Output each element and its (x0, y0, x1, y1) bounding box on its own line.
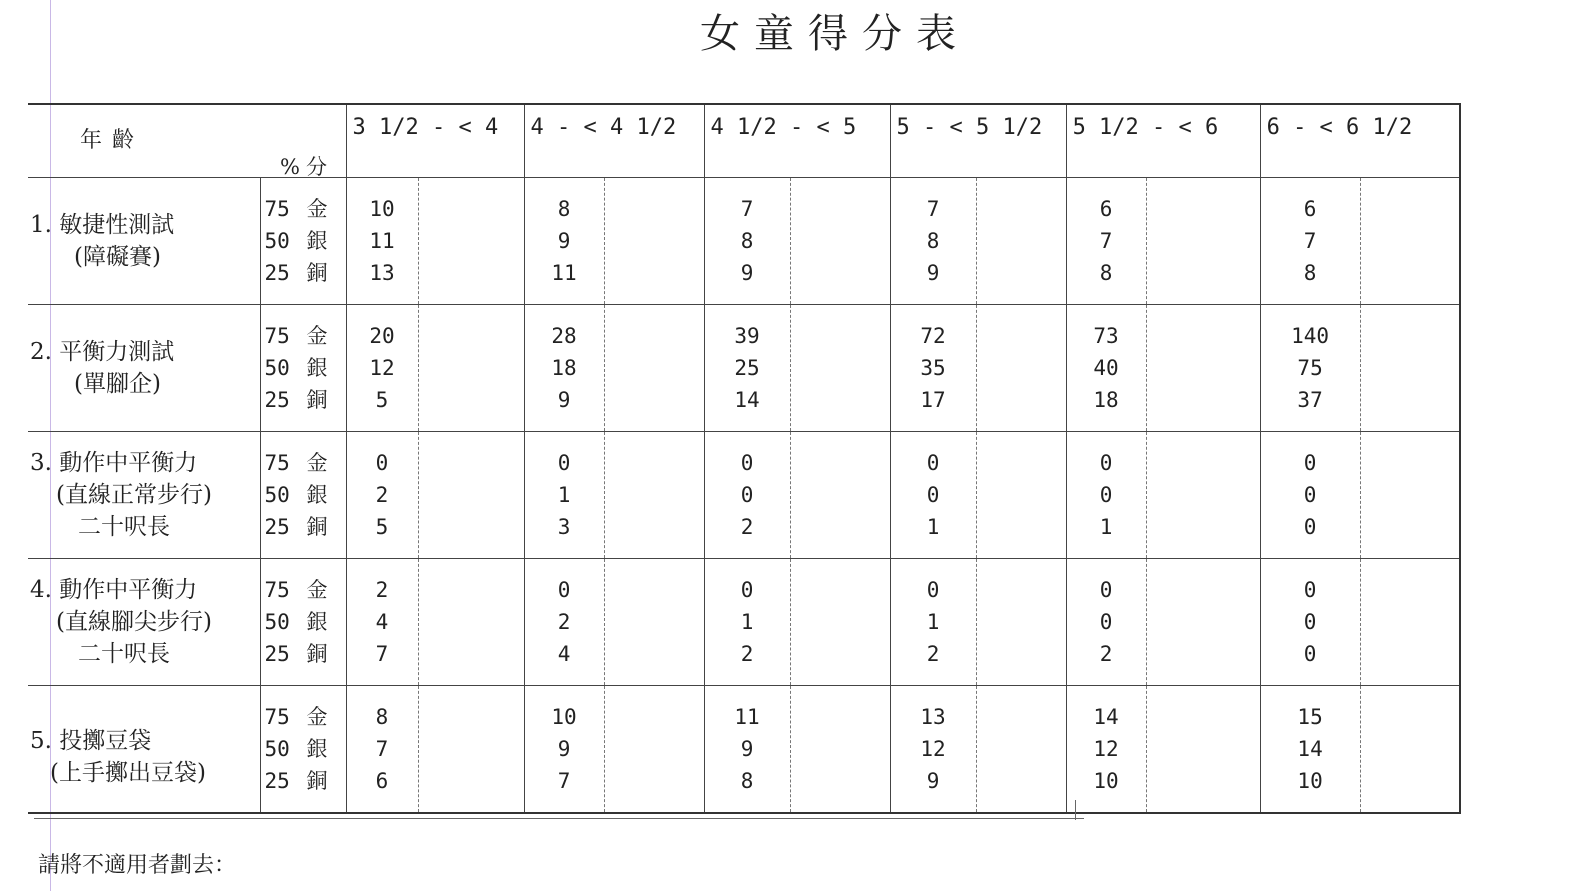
score-table-wrapper (28, 103, 1460, 808)
score-cell (704, 432, 790, 559)
test-name-line: 4. 動作中平衡力 (30, 577, 198, 603)
score-value: 8 (1099, 261, 1113, 285)
score-value: 9 (926, 769, 940, 793)
score-value: 0 (740, 483, 754, 507)
score-value: 72 (920, 324, 946, 348)
blank-entry-cell[interactable] (1360, 559, 1460, 686)
score-value: 0 (1303, 483, 1317, 507)
score-cell (346, 432, 418, 559)
age-range-header (890, 104, 1066, 178)
score-value: 9 (557, 388, 571, 412)
score-value: 0 (740, 451, 754, 475)
percentile-value: 25 (264, 769, 290, 793)
blank-entry-cell[interactable] (604, 559, 704, 686)
score-cell (704, 686, 790, 814)
score-value: 10 (1093, 769, 1119, 793)
test-name-line: (障礙賽) (74, 244, 161, 270)
blank-entry-cell[interactable] (1360, 432, 1460, 559)
medal-label: 金 (306, 197, 328, 221)
medal-label: 銀 (306, 737, 328, 761)
test-row (28, 686, 1460, 814)
score-value: 20 (369, 324, 395, 348)
score-cell (704, 178, 790, 305)
score-value: 7 (740, 197, 754, 221)
test-row (28, 178, 1460, 305)
score-value: 35 (920, 356, 946, 380)
blank-entry-cell[interactable] (1146, 305, 1260, 432)
score-cell (1066, 432, 1146, 559)
score-value: 4 (557, 642, 571, 666)
score-cell (524, 686, 604, 814)
score-value: 0 (1303, 515, 1317, 539)
score-cell (524, 178, 604, 305)
percentile-value: 50 (264, 483, 290, 507)
percentile-value: 75 (264, 705, 290, 729)
blank-entry-cell[interactable] (604, 432, 704, 559)
blank-entry-cell[interactable] (604, 686, 704, 814)
footnote: 請將不適用者劃去： (38, 853, 237, 878)
header-row (28, 104, 1460, 178)
percentile-cell (260, 432, 346, 559)
score-value: 12 (1093, 737, 1119, 761)
score-cell (346, 686, 418, 814)
score-value: 0 (926, 451, 940, 475)
score-value: 12 (369, 356, 395, 380)
blank-entry-cell[interactable] (976, 178, 1066, 305)
blank-entry-cell[interactable] (790, 432, 890, 559)
score-cell (1260, 178, 1360, 305)
score-value: 8 (1303, 261, 1317, 285)
score-value: 9 (740, 261, 754, 285)
score-value: 8 (926, 229, 940, 253)
score-value: 8 (375, 705, 389, 729)
score-value: 8 (740, 769, 754, 793)
medal-label: 金 (306, 324, 328, 348)
percentile-cell (260, 559, 346, 686)
score-value: 9 (740, 737, 754, 761)
score-cell (890, 432, 976, 559)
test-row (28, 559, 1460, 686)
score-cell (704, 305, 790, 432)
score-cell (1260, 559, 1360, 686)
score-cell (890, 178, 976, 305)
score-value: 2 (740, 515, 754, 539)
test-name-line: 2. 平衡力測試 (30, 339, 175, 365)
score-value: 39 (734, 324, 760, 348)
score-value: 6 (1303, 197, 1317, 221)
score-value: 0 (1099, 578, 1113, 602)
score-value: 1 (557, 483, 571, 507)
score-cell (890, 686, 976, 814)
blank-entry-cell[interactable] (976, 559, 1066, 686)
score-value: 0 (557, 578, 571, 602)
score-value: 0 (1303, 642, 1317, 666)
score-value: 0 (1099, 483, 1113, 507)
percentile-value: 75 (264, 451, 290, 475)
score-value: 8 (557, 197, 571, 221)
medal-label: 銅 (306, 515, 328, 539)
score-value: 7 (1099, 229, 1113, 253)
score-table (28, 103, 1461, 814)
percentile-value: 75 (264, 324, 290, 348)
medal-label: 金 (306, 705, 328, 729)
blank-entry-cell[interactable] (790, 178, 890, 305)
score-value: 25 (734, 356, 760, 380)
score-value: 9 (557, 229, 571, 253)
score-value: 0 (1099, 610, 1113, 634)
score-value: 14 (1297, 737, 1323, 761)
score-value: 28 (551, 324, 577, 348)
score-value: 2 (375, 578, 389, 602)
age-range-label: 4 - < 4 1/2 (530, 115, 677, 140)
score-value: 9 (557, 737, 571, 761)
blank-entry-cell[interactable] (976, 686, 1066, 814)
medal-label: 銅 (306, 642, 328, 666)
page-title: 女童得分表 (700, 11, 970, 57)
header-age-cell (28, 104, 346, 178)
medal-label: 金 (306, 451, 328, 475)
score-cell (346, 559, 418, 686)
medal-label: 銅 (306, 769, 328, 793)
test-name-line: 二十呎長 (78, 641, 170, 667)
score-cell (890, 305, 976, 432)
score-value: 10 (551, 705, 577, 729)
score-value: 8 (740, 229, 754, 253)
medal-label: 銀 (306, 610, 328, 634)
score-cell (890, 559, 976, 686)
percentile-value: 50 (264, 610, 290, 634)
test-name-line: 1. 敏捷性測試 (30, 212, 175, 238)
blank-entry-cell[interactable] (1146, 178, 1260, 305)
score-value: 0 (1303, 610, 1317, 634)
age-range-label: 5 1/2 - < 6 (1072, 115, 1219, 140)
score-value: 11 (551, 261, 577, 285)
score-value: 7 (375, 737, 389, 761)
percentile-cell (260, 686, 346, 814)
score-cell (704, 559, 790, 686)
age-range-header (1066, 104, 1260, 178)
age-range-label: 3 1/2 - < 4 (352, 115, 499, 140)
blank-entry-cell[interactable] (418, 559, 524, 686)
score-value: 7 (1303, 229, 1317, 253)
score-value: 0 (926, 578, 940, 602)
score-cell (1260, 305, 1360, 432)
score-value: 0 (557, 451, 571, 475)
score-value: 3 (557, 515, 571, 539)
age-range-header (524, 104, 704, 178)
score-cell (1066, 559, 1146, 686)
blank-entry-cell[interactable] (790, 559, 890, 686)
medal-label: 銀 (306, 483, 328, 507)
footer-rule (34, 818, 1084, 819)
percentile-cell (260, 305, 346, 432)
score-cell (524, 559, 604, 686)
score-value: 2 (557, 610, 571, 634)
score-cell (1066, 305, 1146, 432)
blank-entry-cell[interactable] (418, 305, 524, 432)
percentile-value: 25 (264, 261, 290, 285)
score-value: 6 (375, 769, 389, 793)
percentile-value: 75 (264, 578, 290, 602)
percentile-value: 50 (264, 229, 290, 253)
percentile-value: 50 (264, 737, 290, 761)
score-value: 11 (734, 705, 760, 729)
score-value: 75 (1297, 356, 1323, 380)
score-value: 0 (1303, 578, 1317, 602)
test-name-cell (28, 559, 260, 686)
score-value: 2 (1099, 642, 1113, 666)
score-value: 40 (1093, 356, 1119, 380)
score-value: 2 (926, 642, 940, 666)
percentile-cell (260, 178, 346, 305)
test-name-line: (直線腳尖步行) (56, 609, 212, 635)
score-value: 11 (369, 229, 395, 253)
blank-entry-cell[interactable] (418, 432, 524, 559)
age-range-header (704, 104, 890, 178)
score-value: 0 (1099, 451, 1113, 475)
age-range-label: 4 1/2 - < 5 (710, 115, 857, 140)
score-value: 73 (1093, 324, 1119, 348)
score-value: 37 (1297, 388, 1323, 412)
blank-entry-cell[interactable] (790, 686, 890, 814)
test-name-line: (直線正常步行) (56, 482, 212, 508)
medal-label: 銀 (306, 229, 328, 253)
score-value: 18 (1093, 388, 1119, 412)
blank-entry-cell[interactable] (1360, 178, 1460, 305)
score-value: 6 (1099, 197, 1113, 221)
percentile-value: 50 (264, 356, 290, 380)
score-value: 10 (369, 197, 395, 221)
test-name-cell (28, 432, 260, 559)
score-value: 7 (375, 642, 389, 666)
score-value: 2 (740, 642, 754, 666)
score-value: 5 (375, 388, 389, 412)
test-name-line: 5. 投擲豆袋 (30, 728, 152, 754)
blank-entry-cell[interactable] (418, 686, 524, 814)
score-value: 1 (1099, 515, 1113, 539)
score-value: 2 (375, 483, 389, 507)
test-name-line: 3. 動作中平衡力 (30, 450, 198, 476)
percentile-value: 75 (264, 197, 290, 221)
test-row (28, 432, 1460, 559)
score-value: 0 (740, 578, 754, 602)
percentile-value: 25 (264, 642, 290, 666)
blank-entry-cell[interactable] (1146, 559, 1260, 686)
test-name-line: (單腳企) (74, 371, 161, 397)
age-range-header (346, 104, 524, 178)
score-value: 10 (1297, 769, 1323, 793)
medal-label: 金 (306, 578, 328, 602)
test-row (28, 305, 1460, 432)
score-cell (524, 432, 604, 559)
score-value: 13 (920, 705, 946, 729)
score-value: 14 (1093, 705, 1119, 729)
age-header-label: 年齡 (80, 128, 145, 153)
score-value: 12 (920, 737, 946, 761)
medal-label: 銀 (306, 356, 328, 380)
footer-tick-mark (1075, 800, 1076, 820)
score-value: 5 (375, 515, 389, 539)
blank-entry-cell[interactable] (418, 178, 524, 305)
test-name-line: (上手擲出豆袋) (50, 760, 206, 786)
score-value: 7 (557, 769, 571, 793)
score-value: 0 (375, 451, 389, 475)
score-cell (1066, 686, 1146, 814)
blank-entry-cell[interactable] (976, 432, 1066, 559)
age-range-label: 5 - < 5 1/2 (896, 115, 1043, 140)
medal-label: 銅 (306, 388, 328, 412)
blank-entry-cell[interactable] (976, 305, 1066, 432)
score-cell (1066, 178, 1146, 305)
score-cell (1260, 432, 1360, 559)
percentile-value: 25 (264, 515, 290, 539)
test-name-cell (28, 178, 260, 305)
score-value: 13 (369, 261, 395, 285)
score-value: 15 (1297, 705, 1323, 729)
score-value: 1 (926, 515, 940, 539)
score-value: 14 (734, 388, 760, 412)
score-value: 1 (740, 610, 754, 634)
medal-label: 銅 (306, 261, 328, 285)
blank-entry-cell[interactable] (1360, 686, 1460, 814)
score-value: 140 (1291, 324, 1330, 348)
score-value: 0 (926, 483, 940, 507)
score-cell (1260, 686, 1360, 814)
score-value: 18 (551, 356, 577, 380)
age-range-header (1260, 104, 1460, 178)
blank-entry-cell[interactable] (1146, 432, 1260, 559)
blank-entry-cell[interactable] (1146, 686, 1260, 814)
blank-entry-cell[interactable] (604, 305, 704, 432)
score-value: 9 (926, 261, 940, 285)
blank-entry-cell[interactable] (790, 305, 890, 432)
score-value: 7 (926, 197, 940, 221)
score-value: 17 (920, 388, 946, 412)
test-name-cell (28, 686, 260, 814)
blank-entry-cell[interactable] (604, 178, 704, 305)
blank-entry-cell[interactable] (1360, 305, 1460, 432)
score-cell (524, 305, 604, 432)
age-range-label: 6 - < 6 1/2 (1266, 115, 1413, 140)
test-name-line: 二十呎長 (78, 514, 170, 540)
percentile-value: 25 (264, 388, 290, 412)
score-value: 1 (926, 610, 940, 634)
score-cell (346, 178, 418, 305)
test-name-cell (28, 305, 260, 432)
score-cell (346, 305, 418, 432)
percent-score-header-label: %分 (280, 155, 333, 179)
score-value: 0 (1303, 451, 1317, 475)
score-value: 4 (375, 610, 389, 634)
